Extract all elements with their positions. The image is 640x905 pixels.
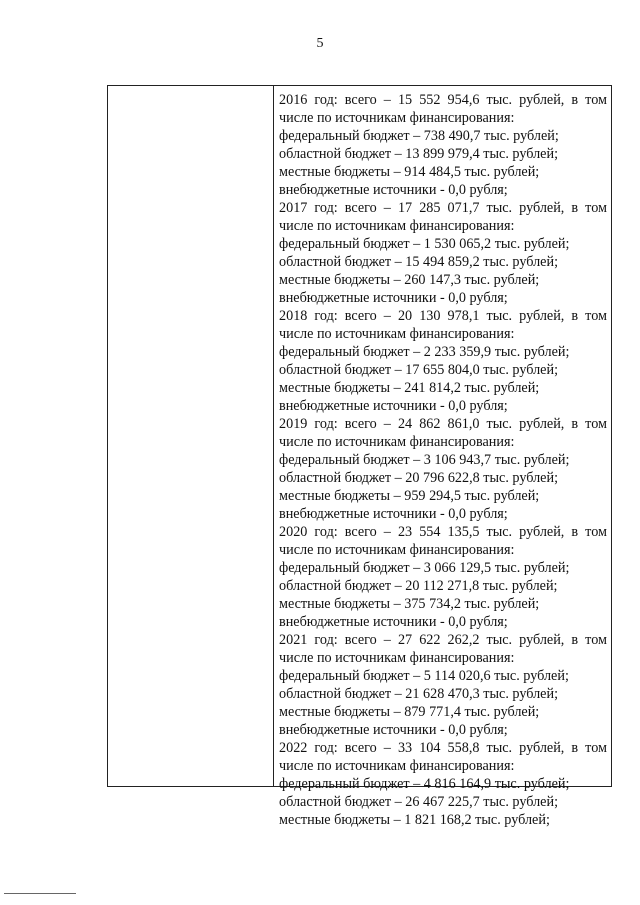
regional-budget-line: областной бюджет – 26 467 225,7 тыс. рублей; (279, 794, 559, 810)
year-sources-intro: числе по источникам финансирования: (279, 542, 515, 558)
year-block-2019 (279, 415, 607, 523)
year-total-line: 2018 год: всего – 20 130 978,1 тыс. рублей, в том (279, 308, 607, 324)
regional-budget-line: областной бюджет – 13 899 979,4 тыс. рублей; (279, 146, 559, 162)
regional-budget-line: областной бюджет – 21 628 470,3 тыс. рублей; (279, 686, 559, 702)
extrabudgetary-line: внебюджетные источники - 0,0 рубля; (279, 398, 508, 414)
year-sources-intro: числе по источникам финансирования: (279, 650, 515, 666)
extrabudgetary-line: внебюджетные источники - 0,0 рубля; (279, 290, 508, 306)
year-sources-intro: числе по источникам финансирования: (279, 326, 515, 342)
federal-budget-line: федеральный бюджет – 4 816 164,9 тыс. рублей; (279, 776, 570, 792)
federal-budget-line: федеральный бюджет – 2 233 359,9 тыс. рублей; (279, 344, 570, 360)
local-budget-line: местные бюджеты – 914 484,5 тыс. рублей; (279, 164, 540, 180)
year-block-2017 (279, 199, 607, 307)
local-budget-line: местные бюджеты – 1 821 168,2 тыс. рублей; (279, 812, 550, 828)
regional-budget-line: областной бюджет – 20 112 271,8 тыс. рублей; (279, 578, 558, 594)
year-sources-intro: числе по источникам финансирования: (279, 218, 515, 234)
extrabudgetary-line: внебюджетные источники - 0,0 рубля; (279, 182, 508, 198)
local-budget-line: местные бюджеты – 959 294,5 тыс. рублей; (279, 488, 540, 504)
page-number: 5 (316, 36, 324, 51)
year-block-2016 (279, 91, 607, 199)
year-total-line: 2016 год: всего – 15 552 954,6 тыс. рублей, в том (279, 92, 607, 108)
local-budget-line: местные бюджеты – 241 814,2 тыс. рублей; (279, 380, 540, 396)
financing-table (107, 85, 612, 828)
year-total-line: 2021 год: всего – 27 622 262,2 тыс. рублей, в том (279, 632, 607, 648)
regional-budget-line: областной бюджет – 17 655 804,0 тыс. рублей; (279, 362, 559, 378)
year-block-2018 (279, 307, 607, 415)
regional-budget-line: областной бюджет – 20 796 622,8 тыс. рублей; (279, 470, 559, 486)
extrabudgetary-line: внебюджетные источники - 0,0 рубля; (279, 722, 508, 738)
regional-budget-line: областной бюджет – 15 494 859,2 тыс. рублей; (279, 254, 559, 270)
local-budget-line: местные бюджеты – 375 734,2 тыс. рублей; (279, 596, 540, 612)
year-total-line: 2019 год: всего – 24 862 861,0 тыс. рублей, в том (279, 416, 607, 432)
local-budget-line: местные бюджеты – 879 771,4 тыс. рублей; (279, 704, 540, 720)
year-total-line: 2017 год: всего – 17 285 071,7 тыс. рублей, в том (279, 200, 607, 216)
year-block-2022 (279, 739, 607, 829)
year-sources-intro: числе по источникам финансирования: (279, 434, 515, 450)
year-sources-intro: числе по источникам финансирования: (279, 758, 515, 774)
federal-budget-line: федеральный бюджет – 3 106 943,7 тыс. рублей; (279, 452, 570, 468)
footer-rule (4, 893, 76, 894)
year-total-line: 2022 год: всего – 33 104 558,8 тыс. рублей, в том (279, 740, 607, 756)
year-block-2020 (279, 523, 607, 631)
local-budget-line: местные бюджеты – 260 147,3 тыс. рублей; (279, 272, 540, 288)
table-left-cell (108, 86, 274, 786)
year-block-2021 (279, 631, 607, 739)
year-sources-intro: числе по источникам финансирования: (279, 110, 515, 126)
table-right-cell (274, 86, 611, 828)
extrabudgetary-line: внебюджетные источники - 0,0 рубля; (279, 506, 508, 522)
federal-budget-line: федеральный бюджет – 1 530 065,2 тыс. рублей; (279, 236, 570, 252)
federal-budget-line: федеральный бюджет – 5 114 020,6 тыс. рублей; (279, 668, 569, 684)
extrabudgetary-line: внебюджетные источники - 0,0 рубля; (279, 614, 508, 630)
federal-budget-line: федеральный бюджет – 738 490,7 тыс. рублей; (279, 128, 559, 144)
year-total-line: 2020 год: всего – 23 554 135,5 тыс. рублей, в том (279, 524, 607, 540)
federal-budget-line: федеральный бюджет – 3 066 129,5 тыс. рублей; (279, 560, 570, 576)
